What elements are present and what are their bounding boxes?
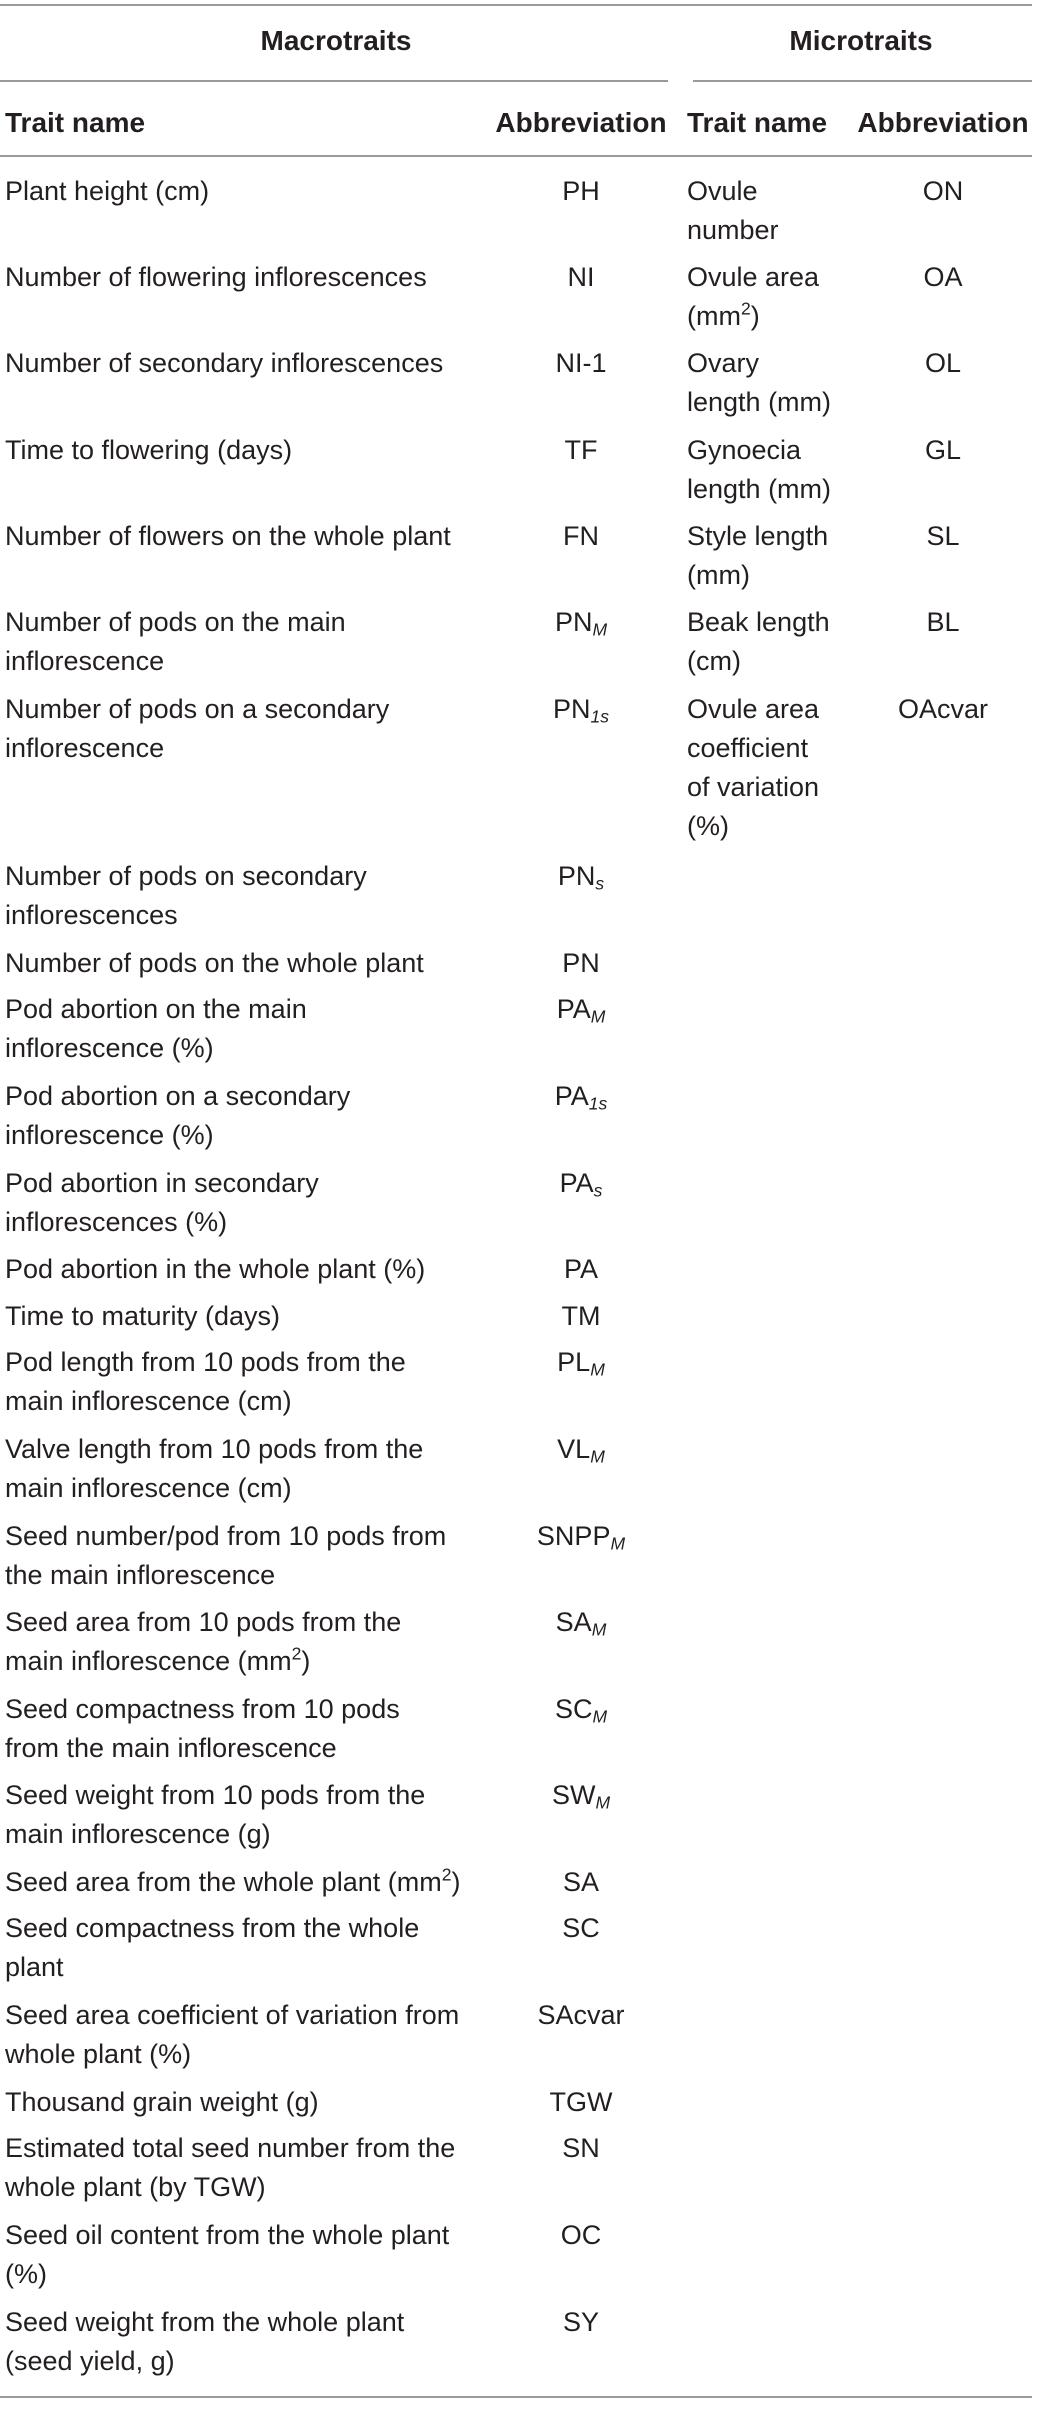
macro-trait-abbreviation: $PN_s$ (557, 861, 605, 894)
macro-trait-abbreviation: $PL_M$ (557, 1347, 605, 1380)
micro-trait-abbreviation: BL (926, 607, 960, 637)
macro-trait-name: Seed weight from 10 pods from the main inflorescence (g) (5, 1780, 426, 1849)
micro-trait-name: Gynoecia length (mm) (687, 435, 832, 504)
macro-trait-name: Thousand grain weight (g) (5, 2087, 319, 2117)
macro-trait-name: Number of secondary inflorescences (5, 348, 444, 378)
macro-trait-abbreviation: TM (561, 1301, 601, 1331)
macro-trait-abbreviation: $SC_M$ (554, 1694, 608, 1727)
group-header-macrotraits: Macrotraits (260, 25, 412, 56)
macro-trait-name: Number of flowering inflorescences (5, 262, 427, 292)
macro-trait-name: Number of pods on a secondary inflorescence (5, 694, 390, 763)
macro-trait-abbreviation: TGW (549, 2087, 613, 2117)
macro-trait-name: Seed area coefficient of variation from whole plant (%) (5, 2000, 460, 2069)
micro-trait-name: Ovule number (687, 176, 779, 245)
macro-trait-name: Seed area from 10 pods from the main inflorescence $(mm^2)$ (5, 1607, 402, 1676)
top-rule (0, 4, 1032, 6)
col-header-micro-trait-name: Trait name (687, 107, 828, 138)
macro-trait-abbreviation: PA (563, 1254, 598, 1284)
micro-trait-abbreviation: OAcvar (897, 694, 989, 724)
macro-trait-abbreviation: OC (560, 2220, 602, 2250)
micro-trait-abbreviation: OA (923, 262, 963, 292)
macro-trait-name: Pod abortion on a secondary inflorescence (%) (5, 1081, 351, 1150)
macro-trait-name: Estimated total seed number from the whole plant (by TGW) (5, 2133, 456, 2202)
macro-trait-name: Pod abortion in the whole plant (%) (5, 1254, 426, 1284)
macro-trait-abbreviation: $SA_M$ (555, 1607, 607, 1640)
macro-trait-abbreviation: SA (562, 1867, 600, 1897)
micro-trait-abbreviation: OL (924, 348, 962, 378)
macro-trait-abbreviation: SY (562, 2307, 600, 2337)
micro-trait-abbreviation: ON (922, 176, 964, 206)
micro-trait-abbreviation: SL (926, 521, 960, 551)
macro-trait-abbreviation: $VL_M$ (557, 1434, 605, 1467)
macro-trait-name: Seed weight from the whole plant (seed yield, g) (5, 2307, 405, 2376)
micro-trait-name: Ovary length (mm) (687, 348, 832, 417)
macro-trait-name: Time to flowering (days) (5, 435, 293, 465)
macro-trait-abbreviation: $SNPP_M$ (536, 1521, 626, 1554)
macro-trait-abbreviation: $PA_s$ (559, 1168, 603, 1201)
macro-trait-name: Pod abortion in secondary inflorescences (%) (5, 1168, 319, 1237)
macro-trait-abbreviation: FN (563, 521, 599, 551)
macro-trait-name: Pod length from 10 pods from the main inflorescence (cm) (5, 1347, 406, 1416)
macro-trait-name: Pod abortion on the main inflorescence (%) (5, 994, 307, 1063)
macro-trait-abbreviation: NI-1 (555, 348, 607, 378)
macro-trait-name: Plant height (cm) (5, 176, 210, 206)
macro-trait-name: Seed oil content from the whole plant (%) (5, 2220, 450, 2289)
col-header-micro-abbreviation: Abbreviation (857, 107, 1029, 138)
macro-trait-abbreviation: SC (562, 1913, 600, 1943)
macro-trait-abbreviation: PN (562, 948, 600, 978)
macro-trait-name: Seed compactness from 10 pods from the main inflorescence (5, 1694, 400, 1763)
micro-trait-abbreviation: GL (924, 435, 962, 465)
macro-trait-name: Valve length from 10 pods from the main inflorescence (cm) (5, 1434, 424, 1503)
macro-trait-name: Seed number/pod from 10 pods from the main inflorescence (5, 1521, 447, 1590)
macro-trait-abbreviation: SAcvar (537, 2000, 625, 2030)
macro-trait-name: Number of pods on the whole plant (5, 948, 424, 978)
macro-trait-abbreviation: $PN_{1s}$ (552, 694, 610, 727)
col-header-macro-trait-name: Trait name (5, 107, 146, 138)
col-header-macro-abbreviation: Abbreviation (495, 107, 667, 138)
group-header-microtraits: Microtraits (789, 25, 933, 56)
macro-trait-abbreviation: NI (567, 262, 595, 292)
macro-trait-abbreviation: $SW_M$ (551, 1780, 611, 1813)
header-bottom-rule (0, 155, 1032, 157)
bottom-rule (0, 2396, 1032, 2398)
macro-trait-abbreviation: SN (562, 2133, 600, 2163)
macro-trait-abbreviation: $PN_M$ (554, 607, 608, 640)
micro-group-rule (693, 80, 1032, 82)
macro-trait-abbreviation: PH (562, 176, 600, 206)
macro-trait-abbreviation: TF (564, 435, 598, 465)
micro-trait-name: Style length (mm) (687, 521, 829, 590)
macro-trait-name: Number of pods on the main inflorescence (5, 607, 346, 676)
macro-trait-abbreviation: $PA_M$ (556, 994, 606, 1027)
macro-trait-name: Seed compactness from the whole plant (5, 1913, 420, 1982)
macro-group-rule (0, 80, 668, 82)
macro-trait-name: Seed area from the whole plant $(mm^2)$ (5, 1864, 461, 1897)
micro-trait-name: Ovule area coefficient of variation (%) (687, 694, 820, 841)
micro-trait-name: Beak length (cm) (687, 607, 830, 676)
micro-trait-name: Ovule area $(mm^2)$ (687, 262, 820, 331)
macro-trait-name: Time to maturity (days) (5, 1301, 281, 1331)
macro-trait-name: Number of pods on secondary inflorescences (5, 861, 367, 930)
macro-trait-abbreviation: $PA_{1s}$ (554, 1081, 608, 1114)
macro-trait-name: Number of flowers on the whole plant (5, 521, 451, 551)
